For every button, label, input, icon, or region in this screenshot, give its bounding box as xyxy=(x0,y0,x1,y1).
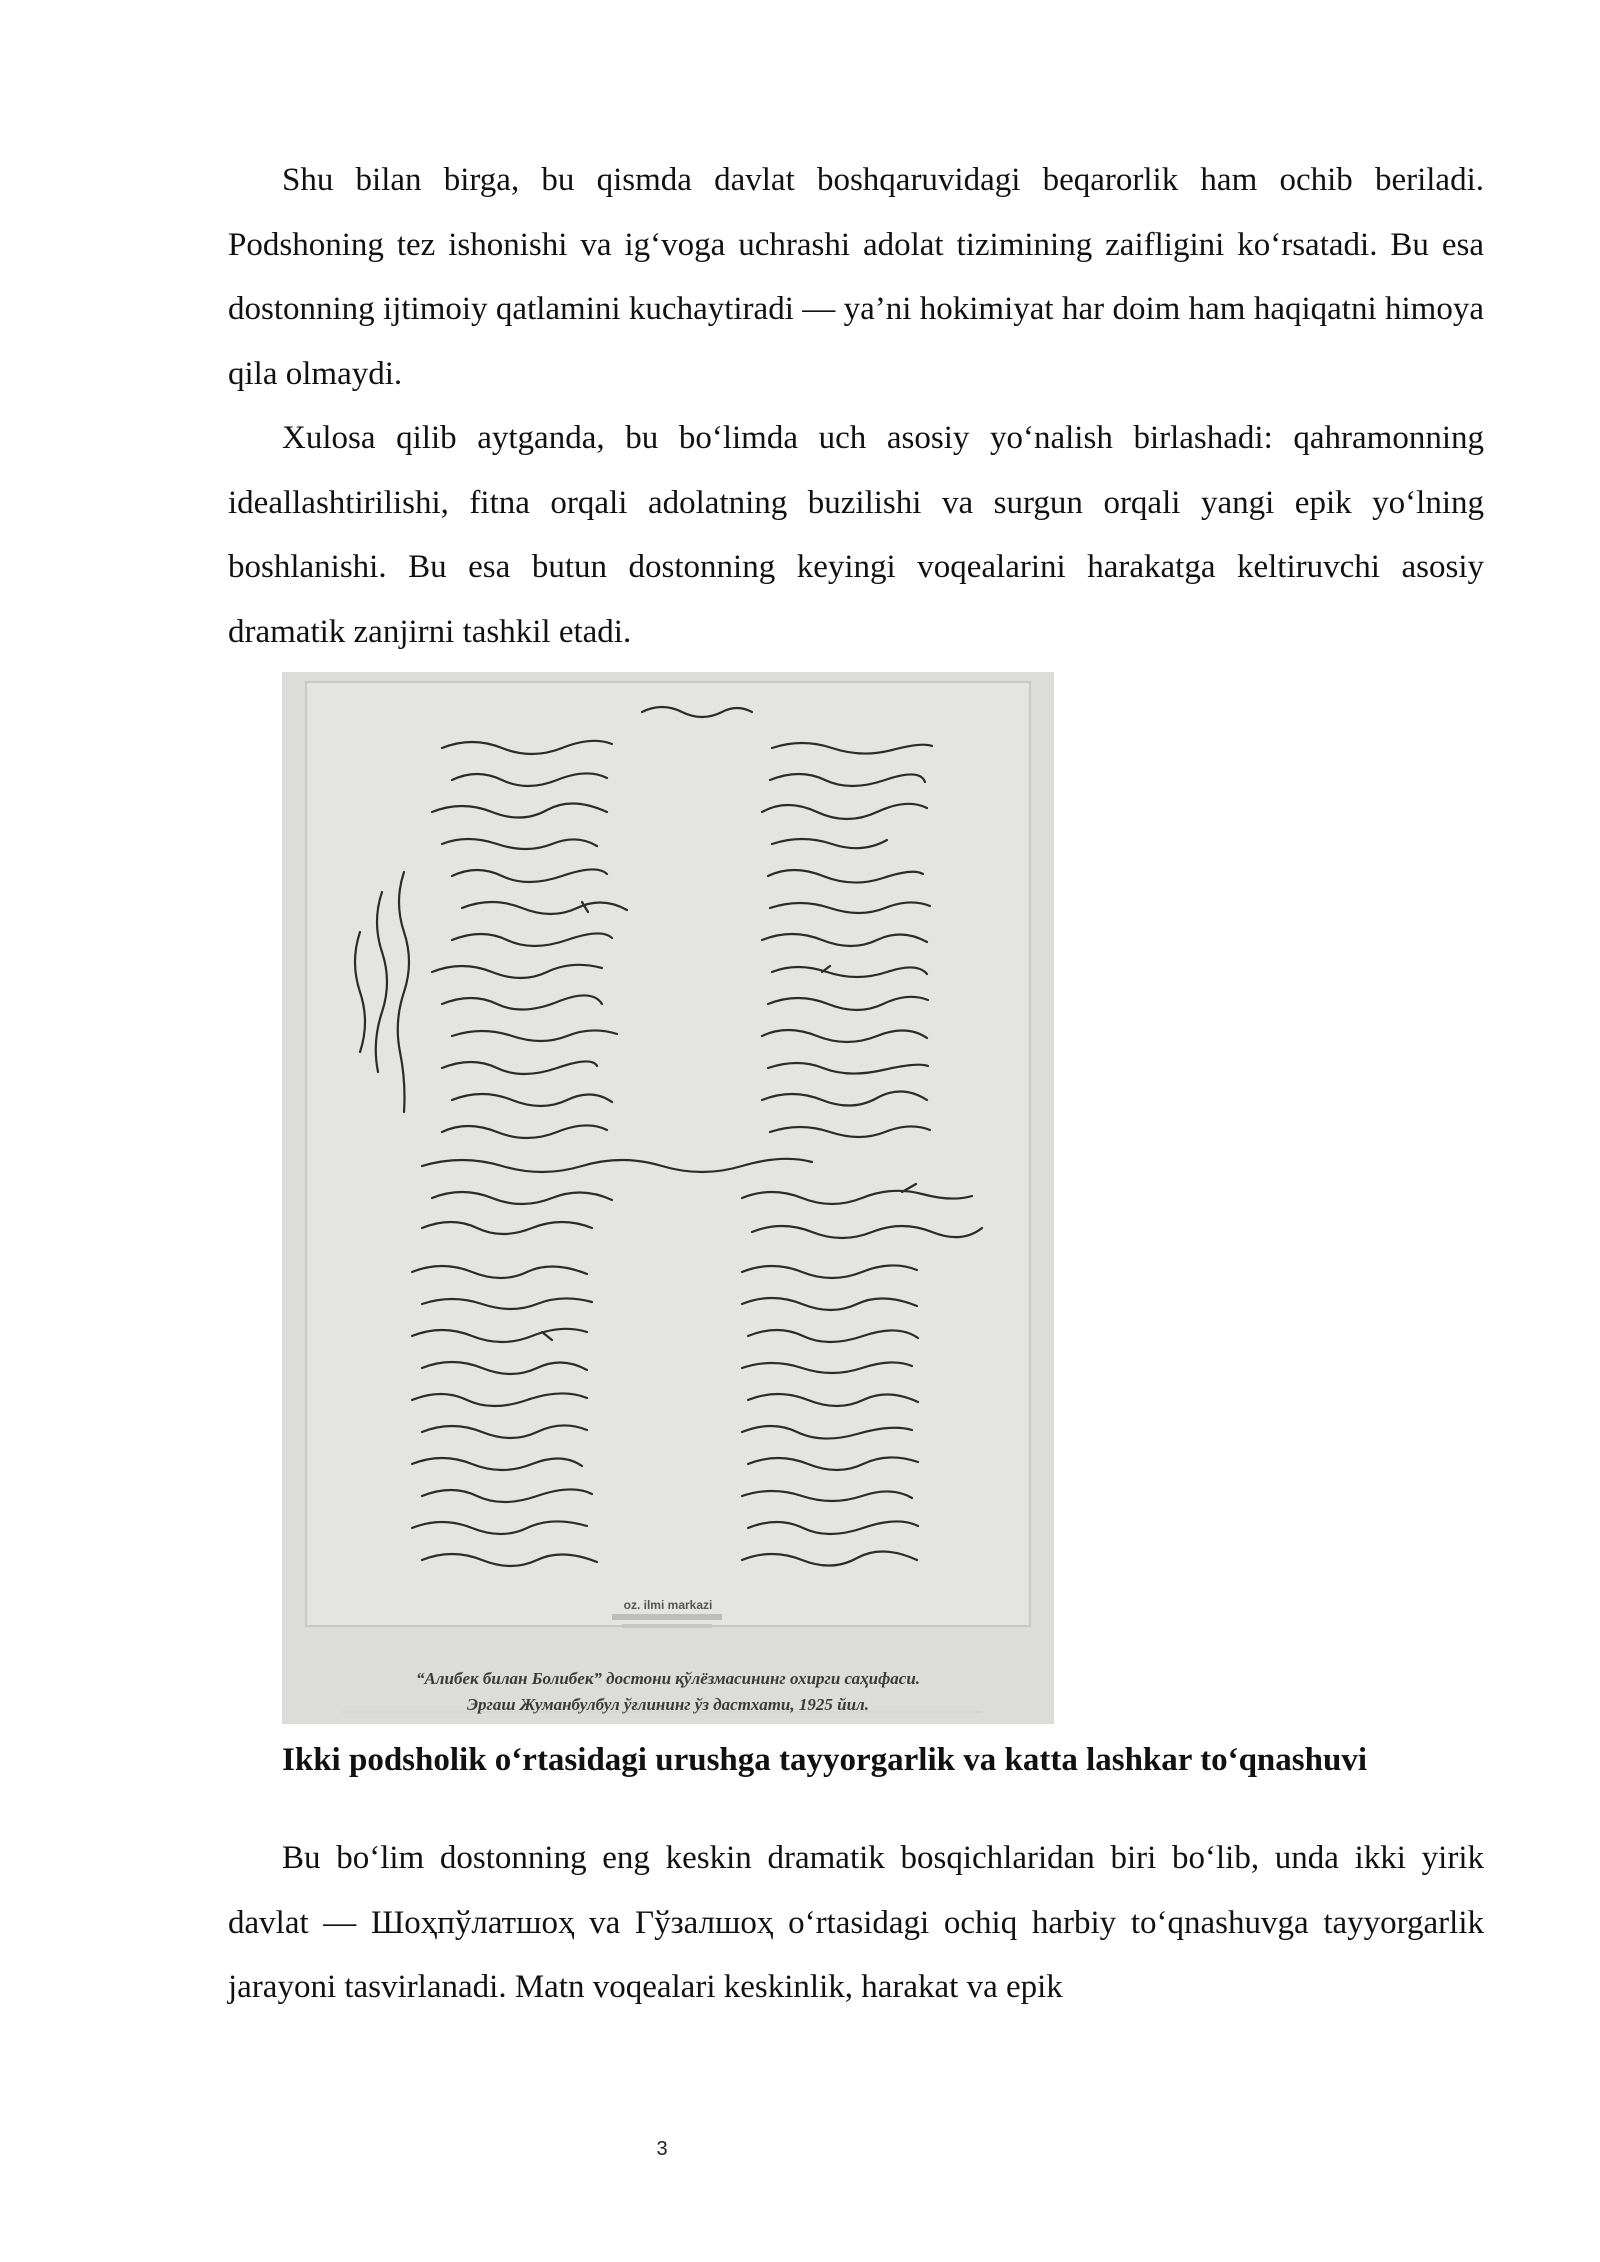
paragraph-1: Shu bilan birga, bu qismda davlat boshqaruvidagi beqarorlik ham ochib beriladi. Podshoning tez ishonishi va ig‘voga uchrashi adolat tizimining zaifligini ko‘rsatadi. Bu esa dostonning ijtimoiy qatlamini kuchaytiradi — ya’ni hokimiyat har doim ham haqiqatni himoya qila olmaydi. xyxy=(228,162,1484,392)
library-stamp: oz. ilmi markazi xyxy=(623,1598,713,1612)
section-heading: Ikki podsholik o‘rtasidagi urushga tayyorgarlik va katta lashkar to‘qnashuvi xyxy=(282,1742,1367,1778)
figure-caption-line1: “Алибек билан Болибек” достони қўлёзмасининг охирги саҳифаси. xyxy=(415,1669,921,1688)
manuscript-image xyxy=(282,672,1054,1724)
page-number: 3 xyxy=(656,2138,668,2160)
manuscript-figure xyxy=(282,672,1054,1724)
paragraph-2: Xulosa qilib aytganda, bu bo‘limda uch asosiy yo‘nalish birlashadi: qahramonning ideallashtirilishi, fitna orqali adolatning buzilishi va surgun orqali yangi epik yo‘lning boshlanishi. Bu esa butun dostonning keyingi voqealarini harakatga keltiruvchi asosiy dramatik zanjirni tashkil etadi. xyxy=(228,420,1484,650)
figure-caption-line2: Эргаш Жуманбулбул ўғлининг ўз дастхати, 1925 йил. xyxy=(466,1695,870,1714)
paragraph-3: Bu bo‘lim dostonning eng keskin dramatik bosqichlaridan biri bo‘lib, unda ikki yirik davlat — Шоҳпўлатшоҳ va Гўзалшоҳ o‘rtasidagi ochiq harbiy to‘qnashuvga tayyorgarlik jarayoni tasvirlanadi. Matn voqealari keskinlik, harakat va epik xyxy=(228,1840,1484,2005)
